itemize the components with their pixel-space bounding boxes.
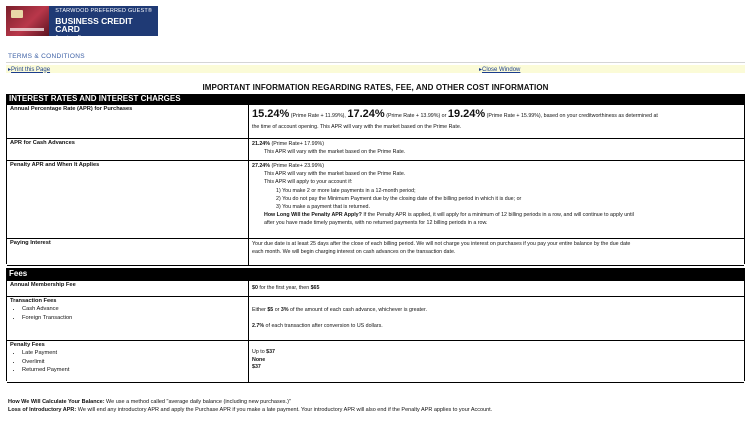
row-value — [249, 341, 744, 382]
footer-notes — [8, 398, 492, 415]
fee-amount: 3% — [280, 307, 289, 313]
card-chip-icon — [11, 10, 23, 18]
paying-line: Your due date is at least 25 days after the close of each billing period. We will not charge you interest on purchases if you pay your entire balance by the due date — [252, 241, 631, 247]
brand-line-1: STARWOOD PREFERRED GUEST® — [55, 8, 153, 14]
row-value — [249, 161, 744, 239]
brand-line-2: BUSINESS CREDIT CARD — [55, 15, 133, 34]
table-row — [7, 296, 744, 341]
brand-text — [49, 6, 158, 41]
interest-rates-table — [6, 104, 745, 264]
table-row — [7, 104, 744, 139]
fee-text: for the first year, then — [257, 285, 311, 291]
foreign-fee — [252, 322, 741, 330]
row-label: Annual Percentage Rate (APR) for Purchases — [7, 105, 249, 139]
purchase-rate-2: 17.24% — [347, 108, 385, 120]
penalty-line: 3) You make a payment that is returned. — [276, 204, 370, 211]
list-item: • Foreign Transaction — [22, 314, 245, 323]
note-heading: How We Will Calculate Your Balance: — [8, 399, 105, 405]
print-page-link[interactable]: Print this Page — [11, 66, 51, 73]
fee-amount: None — [252, 356, 266, 363]
table-row — [7, 340, 744, 383]
fees-table — [6, 280, 745, 381]
fee-text: Up to — [252, 349, 267, 355]
penalty-rate: 27.24% — [252, 163, 270, 169]
rate-description: the time of account opening. This APR will vary with the market based on the Prime Rate. — [252, 124, 462, 131]
returned-fee — [252, 364, 741, 372]
fee-text: Either — [252, 307, 268, 313]
list-item: • Late Payment — [22, 349, 245, 358]
close-window-link[interactable]: Close Window — [482, 66, 521, 73]
fee-text: of each transaction after conversion to US dollars. — [264, 323, 383, 330]
overlimit-fee — [252, 357, 741, 365]
purchase-rate-3: 19.24% — [447, 108, 486, 120]
fee-amount: $0 — [252, 285, 258, 291]
penalty-line: 2) You do not pay the Minimum Payment due by the closing date of the billing period in which it is due; or — [276, 195, 522, 202]
terms-heading: TERMS & CONDITIONS — [8, 53, 85, 60]
penalty-answer: If the Penalty APR is applied, it will apply for a minimum of 12 billing periods in a row, and will continue to apply until — [361, 212, 634, 219]
fee-amount: $65 — [310, 285, 320, 291]
interest-rates-heading: INTEREST RATES AND INTEREST CHARGES — [6, 94, 745, 104]
row-value — [249, 297, 744, 341]
penalty-line: This APR will vary with the market based on the Prime Rate. — [264, 171, 406, 178]
rate-note: (Prime Rate + 13.99%) or — [386, 113, 447, 119]
table-row — [7, 138, 744, 161]
paying-line: each month. We will begin charging interest on cash advances on the transaction date. — [252, 249, 456, 256]
rate-note: (Prime Rate + 15.99%), based on your creditworthiness as determined at — [486, 113, 658, 119]
bullet-icon: ▸ — [8, 66, 12, 73]
credit-card-image — [6, 6, 49, 36]
fee-amount: $5 — [267, 307, 274, 313]
row-label: Paying Interest — [7, 239, 249, 265]
card-stripe — [10, 28, 44, 31]
row-label: APR for Cash Advances — [7, 139, 249, 161]
rate-note: (Prime Rate + 11.99%), — [290, 113, 346, 119]
fee-text: of the amount of each cash advance, whichever is greater. — [288, 307, 427, 313]
list-item: • Returned Payment — [22, 366, 245, 375]
fee-amount: $37 — [266, 349, 275, 355]
table-row — [7, 160, 744, 239]
rate-note: (Prime Rate+ 23.99%) — [271, 163, 325, 169]
row-label — [7, 297, 249, 341]
penalty-fees-label: Penalty Fees — [10, 342, 45, 348]
row-label: Annual Membership Fee — [7, 281, 249, 297]
note-text: We will end any introductory APR and apply the Purchase APR if you make a late payment. Your introductory APR will also end if the Penalty APR applies to your Account. — [76, 407, 493, 414]
row-value — [249, 139, 744, 161]
table-row — [7, 280, 744, 297]
penalty-line — [252, 211, 741, 219]
row-value — [249, 281, 744, 297]
cash-rate: 21.24% — [252, 141, 270, 147]
row-value — [249, 105, 744, 139]
fee-text: or — [273, 307, 281, 313]
cash-advance-fee — [252, 306, 741, 314]
note-heading: Loss of Introductory APR: — [8, 407, 77, 414]
bullet-icon: ▸ — [479, 66, 483, 73]
penalty-question: How Long Will the Penalty APR Apply? — [264, 212, 362, 219]
list-item: • Overlimit — [22, 358, 245, 367]
late-fee — [252, 349, 741, 357]
rate-description: This APR will vary with the market based on the Prime Rate. — [264, 149, 406, 156]
fee-amount: 2.7% — [252, 323, 265, 330]
list-item: • Cash Advance — [22, 305, 245, 314]
penalty-line: This APR will apply to your account if: — [264, 179, 353, 186]
balance-method-note — [8, 398, 492, 406]
card-header-banner — [6, 6, 158, 41]
divider — [6, 62, 745, 63]
row-label — [7, 341, 249, 382]
rate-note: (Prime Rate+ 17.99%) — [271, 141, 325, 147]
penalty-line: 1) You make 2 or more late payments in a 12-month period; — [276, 187, 416, 194]
transaction-fees-label: Transaction Fees — [10, 298, 57, 304]
note-text: We use a method called "average daily balance (including new purchases.)" — [104, 399, 291, 405]
row-value — [249, 239, 744, 265]
intro-apr-note — [8, 406, 492, 414]
action-bar — [6, 65, 745, 73]
brand-line-3: American Express — [55, 34, 96, 41]
row-label: Penalty APR and When It Applies — [7, 161, 249, 239]
page-title: IMPORTANT INFORMATION REGARDING RATES, FEE, AND OTHER COST INFORMATION — [202, 83, 549, 92]
purchase-rate-1: 15.24% — [252, 108, 290, 120]
fees-heading: Fees — [6, 268, 745, 280]
table-row — [7, 238, 744, 266]
fee-amount: $37 — [252, 364, 261, 371]
penalty-line: after you have made timely payments, with no returned payments for 12 billing periods in a row. — [264, 220, 488, 227]
